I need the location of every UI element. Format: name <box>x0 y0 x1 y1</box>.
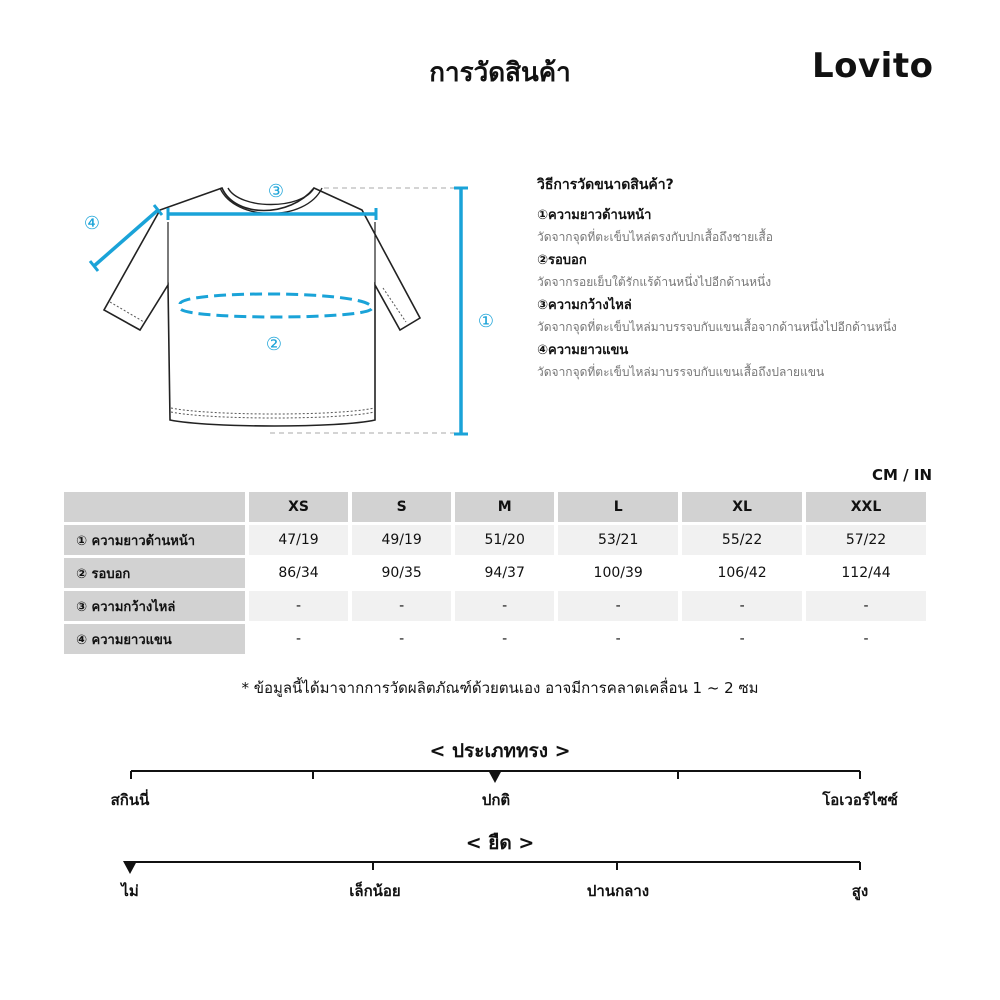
fit-scale-title: < ประเภททรง > <box>429 740 571 762</box>
stretch-label-high: สูง <box>851 882 869 900</box>
table-cell: - <box>682 591 802 621</box>
table-cell: 51/20 <box>455 525 554 555</box>
size-header-row <box>64 492 926 522</box>
table-cell: 49/19 <box>352 525 451 555</box>
table-cell: 112/44 <box>806 558 926 588</box>
guide-item <box>537 296 937 339</box>
table-cell: - <box>806 624 926 654</box>
marker-3: ③ <box>267 181 285 202</box>
guide-item-title: ②รอบอก <box>537 253 587 268</box>
table-cell: - <box>249 591 348 621</box>
table-row <box>64 525 926 555</box>
row-label: ② รอบอก <box>64 558 245 588</box>
stretch-selected-marker <box>123 861 137 874</box>
guide-item-title: ③ความกว้างไหล่ <box>537 298 632 313</box>
fit-label-regular: ปกติ <box>481 791 511 809</box>
table-cell: - <box>249 624 348 654</box>
stretch-label-slight: เล็กน้อย <box>349 882 401 900</box>
size-header: XL <box>682 492 802 522</box>
table-cell: 100/39 <box>558 558 678 588</box>
table-cell: - <box>455 624 554 654</box>
table-cell: 90/35 <box>352 558 451 588</box>
tshirt-outline <box>104 188 420 426</box>
table-cell: - <box>455 591 554 621</box>
table-cell: 94/37 <box>455 558 554 588</box>
size-header: XS <box>249 492 348 522</box>
marker-4: ④ <box>83 213 101 234</box>
tshirt-measurement-diagram <box>70 170 510 450</box>
measurement-guide <box>537 174 937 386</box>
brand-logo: Lovito <box>812 46 934 86</box>
unit-label: CM / IN <box>872 466 932 484</box>
marker-2: ② <box>265 334 283 355</box>
guide-item-title: ④ความยาวแขน <box>537 343 629 358</box>
table-cell: - <box>682 624 802 654</box>
fit-label-oversize: โอเวอร์ไซซ์ <box>822 791 898 809</box>
stretch-scale-title: < ยืด > <box>465 832 535 854</box>
size-header: M <box>455 492 554 522</box>
guide-item <box>537 206 937 249</box>
marker-1: ① <box>477 311 495 332</box>
table-cell: - <box>352 591 451 621</box>
table-row <box>64 558 926 588</box>
table-cell: 55/22 <box>682 525 802 555</box>
row-label: ③ ความกว้างไหล่ <box>64 591 245 621</box>
measurement-note: * ข้อมูลนี้ได้มาจากการวัดผลิตภัณฑ์ด้วยตนเอง อาจมีการคลาดเคลื่อน 1 ~ 2 ซม <box>241 679 759 697</box>
fit-selected-marker <box>488 770 502 783</box>
guide-item-desc: วัดจากจุดที่ตะเข็บไหล่มาบรรจบกับแขนเสื้อถึงปลายแขน <box>537 365 825 379</box>
table-cell: - <box>352 624 451 654</box>
size-header: XXL <box>806 492 926 522</box>
page-title: การวัดสินค้า <box>429 58 571 88</box>
table-row <box>64 591 926 621</box>
table-corner <box>64 492 245 522</box>
table-cell: 53/21 <box>558 525 678 555</box>
guide-item-desc: วัดจากรอยเย็บใต้รักแร้ด้านหนึ่งไปอีกด้านหนึ่ง <box>537 275 772 289</box>
table-cell: - <box>558 591 678 621</box>
size-header: L <box>558 492 678 522</box>
size-header: S <box>352 492 451 522</box>
table-cell: 106/42 <box>682 558 802 588</box>
stretch-label-none: ไม่ <box>121 882 139 900</box>
guide-heading: วิธีการวัดขนาดสินค้า? <box>537 177 674 193</box>
stretch-label-medium: ปานกลาง <box>586 882 650 900</box>
table-cell: 57/22 <box>806 525 926 555</box>
guide-item-desc: วัดจากจุดที่ตะเข็บไหล่มาบรรจบกับแขนเสื้อจากด้านหนึ่งไปอีกด้านหนึ่ง <box>537 320 897 334</box>
guide-item <box>537 251 937 294</box>
table-cell: - <box>806 591 926 621</box>
table-row <box>64 624 926 654</box>
table-cell: 86/34 <box>249 558 348 588</box>
row-label: ① ความยาวด้านหน้า <box>64 525 245 555</box>
table-cell: - <box>558 624 678 654</box>
fit-label-skinny: สกินนี่ <box>110 791 150 809</box>
table-cell: 47/19 <box>249 525 348 555</box>
guide-item-title: ①ความยาวด้านหน้า <box>537 208 652 223</box>
guide-item <box>537 341 937 384</box>
guide-item-desc: วัดจากจุดที่ตะเข็บไหล่ตรงกับปกเสื้อถึงชายเสื้อ <box>537 230 773 244</box>
row-label: ④ ความยาวแขน <box>64 624 245 654</box>
size-table <box>60 489 930 657</box>
